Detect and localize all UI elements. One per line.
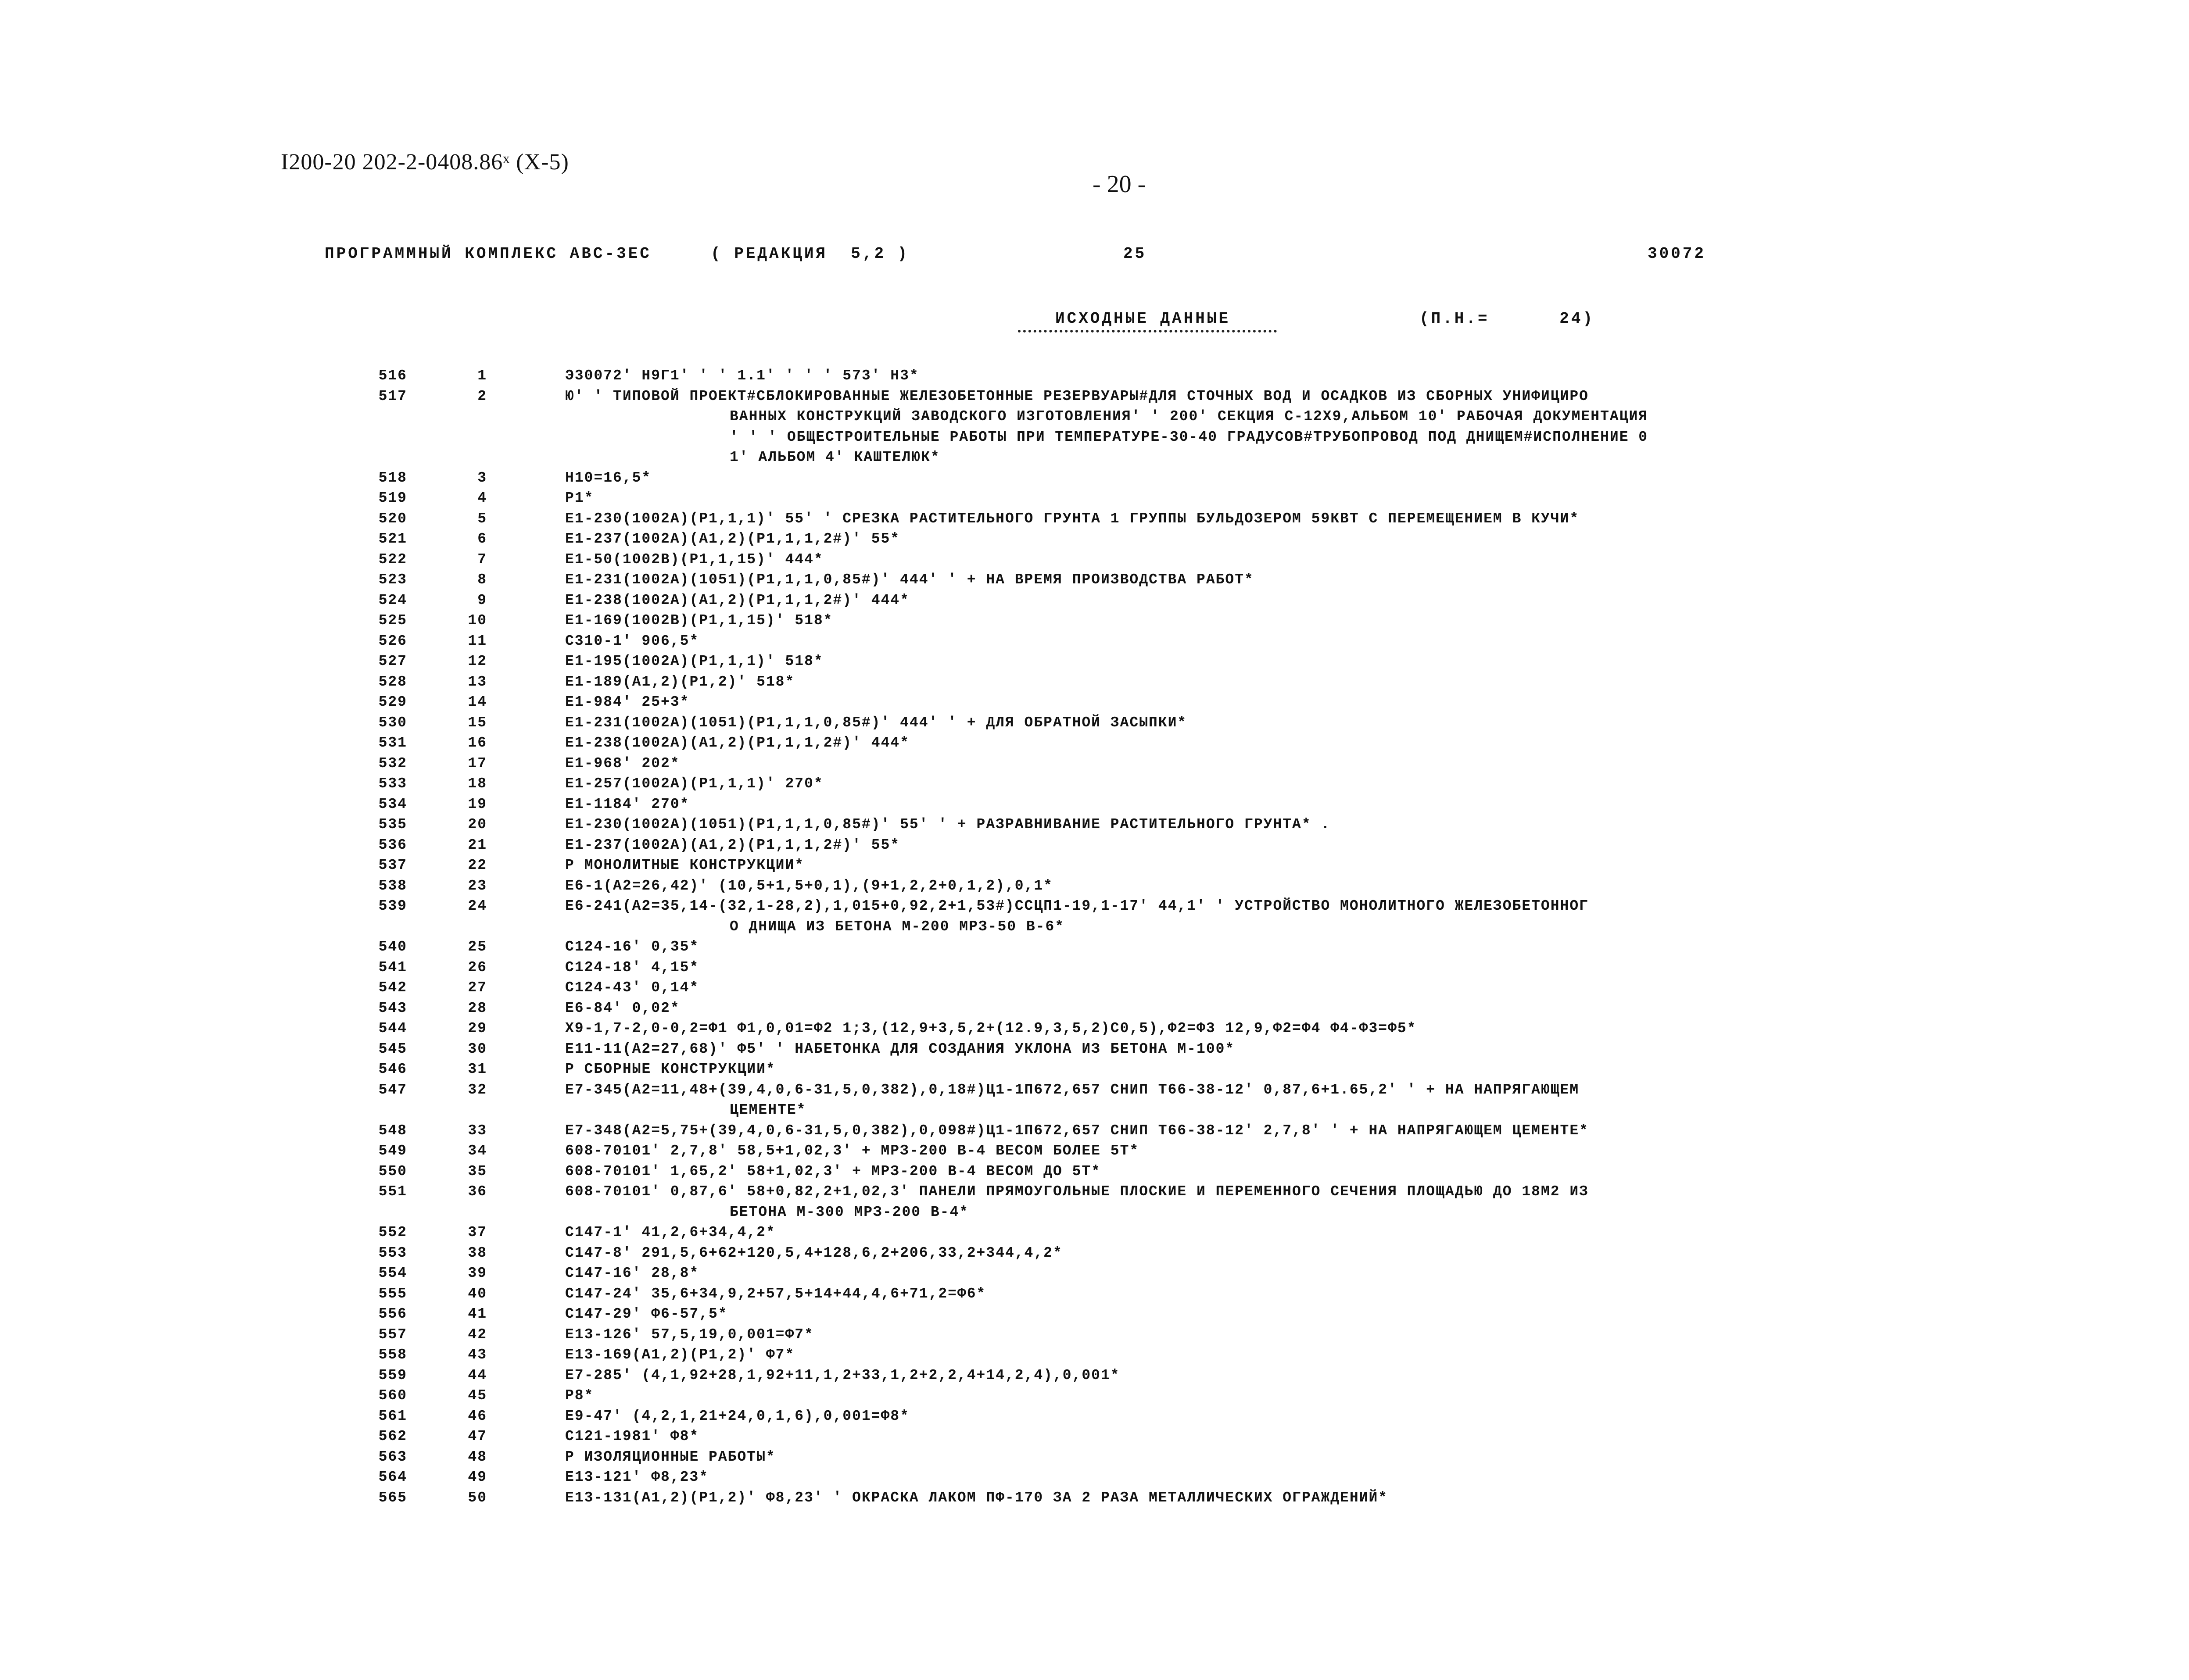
line-number: 560 [378, 1387, 407, 1404]
statement-text [565, 672, 1908, 693]
statement-text [565, 1426, 1908, 1447]
statement-text [565, 1121, 1908, 1141]
statement-text [565, 1162, 1908, 1182]
line-number: 537 [378, 857, 407, 873]
statement-text [565, 651, 1908, 672]
listing-row [0, 1182, 2189, 1222]
statement-line: Р8* [565, 1387, 594, 1404]
listing-row [0, 1243, 2189, 1264]
statement-line: Е1-237(1002А)(А1,2)(Р1,1,1,2#)' 55* [565, 836, 900, 853]
statement-number: 22 [468, 857, 487, 873]
statement-line: Е6-84' 0,02* [565, 1000, 680, 1016]
statement-number: 14 [468, 694, 487, 710]
line-number: 549 [378, 1143, 407, 1159]
line-number: 528 [378, 673, 407, 690]
statement-text [565, 590, 1908, 611]
statement-text [565, 1406, 1908, 1427]
statement-number: 35 [468, 1163, 487, 1180]
statement-text [565, 1284, 1908, 1305]
listing-row [0, 1426, 2189, 1447]
line-number: 551 [378, 1183, 407, 1200]
statement-number: 23 [468, 877, 487, 894]
line-number: 525 [378, 612, 407, 629]
listing-row [0, 733, 2189, 754]
statement-line: Е1-1184' 270* [565, 796, 690, 812]
statement-text [565, 937, 1908, 958]
statement-text [565, 570, 1908, 590]
statement-number: 5 [477, 510, 487, 527]
line-number: 539 [378, 898, 407, 914]
statement-text [565, 713, 1908, 733]
statement-text [565, 1263, 1908, 1284]
statement-text [565, 1386, 1908, 1406]
listing-row [0, 509, 2189, 529]
listing-row [0, 631, 2189, 652]
listing-row [0, 1162, 2189, 1182]
line-number: 526 [378, 633, 407, 649]
statement-text [565, 1325, 1908, 1345]
line-number: 550 [378, 1163, 407, 1180]
listing-row [0, 876, 2189, 897]
statement-number: 40 [468, 1285, 487, 1302]
line-number: 538 [378, 877, 407, 894]
statement-number: 50 [468, 1489, 487, 1506]
listing-row [0, 713, 2189, 733]
line-number: 535 [378, 816, 407, 833]
continuation-line: БЕТОНА М-300 МРЗ-200 В-4* [730, 1204, 969, 1220]
statement-text [565, 1039, 1908, 1060]
line-number: 536 [378, 836, 407, 853]
statement-line: Е7-285' (4,1,92+28,1,92+11,1,2+33,1,2+2,2,4+14,2,4),0,001* [565, 1367, 1120, 1383]
line-number: 547 [378, 1081, 407, 1098]
line-number: 548 [378, 1122, 407, 1139]
statement-line: Е1-195(1002А)(Р1,1,1)' 518* [565, 653, 824, 669]
statement-line: Е13-131(А1,2)(Р1,2)' Ф8,23' ' ОКРАСКА ЛАКОМ ПФ-170 ЗА 2 РАЗА МЕТАЛЛИЧЕСКИХ ОГРАЖДЕНИЙ* [565, 1489, 1388, 1506]
listing-row [0, 692, 2189, 713]
line-number: 531 [378, 735, 407, 751]
program-edition: ( РЕДАКЦИЯ 5,2 ) [711, 245, 910, 263]
listing-row [0, 488, 2189, 509]
line-number: 518 [378, 469, 407, 486]
line-number: 543 [378, 1000, 407, 1016]
statement-text [565, 468, 1908, 489]
statement-line: С310-1' 906,5* [565, 633, 699, 649]
statement-number: 28 [468, 1000, 487, 1016]
statement-text [565, 733, 1908, 754]
line-number: 565 [378, 1489, 407, 1506]
statement-number: 42 [468, 1326, 487, 1343]
statement-text [565, 529, 1908, 550]
statement-line: Е9-47' (4,2,1,21+24,0,1,6),0,001=Ф8* [565, 1408, 910, 1424]
project-code: 30072 [1648, 245, 1706, 263]
statement-number: 4 [477, 490, 487, 506]
statement-number: 7 [477, 551, 487, 568]
statement-line: Е1-169(1002В)(Р1,1,15)' 518* [565, 612, 833, 629]
statement-number: 10 [468, 612, 487, 629]
line-number: 540 [378, 939, 407, 955]
statement-number: 45 [468, 1387, 487, 1404]
line-number: 554 [378, 1265, 407, 1281]
line-number: 530 [378, 714, 407, 731]
statement-number: 16 [468, 735, 487, 751]
continuation-line: О ДНИЩА ИЗ БЕТОНА М-200 МРЗ-50 В-6* [730, 918, 1065, 935]
listing-row [0, 998, 2189, 1019]
listing-row [0, 958, 2189, 978]
statement-number: 19 [468, 796, 487, 812]
program-name: ПРОГРАММНЫЙ КОМПЛЕКС АВС-3ЕС [325, 245, 652, 263]
listing-row [0, 1488, 2189, 1508]
statement-line: 608-70101' 0,87,6' 58+0,82,2+1,02,3' ПАНЕЛИ ПРЯМОУГОЛЬНЫЕ ПЛОСКИЕ И ПЕРЕМЕННОГО СЕЧЕНИЯ ПЛОЩАДЬЮ ДО 18М2 ИЗ [565, 1183, 1589, 1200]
statement-line: С124-16' 0,35* [565, 939, 699, 955]
statement-line: Е1-189(А1,2)(Р1,2)' 518* [565, 673, 795, 690]
statement-number: 15 [468, 714, 487, 731]
statement-line: Е13-126' 57,5,19,0,001=Ф7* [565, 1326, 814, 1343]
listing-row [0, 1039, 2189, 1060]
statement-text [565, 998, 1908, 1019]
listing-row [0, 754, 2189, 774]
section-param: (П.Н.= 24) [1419, 310, 1595, 328]
statement-line: С124-43' 0,14* [565, 979, 699, 996]
listing-row [0, 570, 2189, 590]
statement-line: Е1-257(1002А)(Р1,1,1)' 270* [565, 776, 824, 792]
statement-text [565, 1080, 1908, 1121]
statement-number: 48 [468, 1448, 487, 1465]
listing-row [0, 1345, 2189, 1365]
listing-row [0, 386, 2189, 468]
statement-line: Р1* [565, 490, 594, 506]
statement-text [565, 1243, 1908, 1264]
statement-line: С121-1981' Ф8* [565, 1428, 699, 1444]
statement-text [565, 1019, 1908, 1039]
statement-line: Е1-230(1002А)(Р1,1,1)' 55' ' СРЕЗКА РАСТИТЕЛЬНОГО ГРУНТА 1 ГРУППЫ БУЛЬДОЗЕРОМ 59КВТ С ПЕРЕМЕЩЕНИЕМ В КУЧИ* [565, 510, 1580, 527]
statement-text [565, 386, 1908, 468]
line-number: 529 [378, 694, 407, 710]
statement-line: Е11-11(А2=27,68)' Ф5' ' НАБЕТОНКА ДЛЯ СОЗДАНИЯ УКЛОНА ИЗ БЕТОНА М-100* [565, 1040, 1235, 1057]
statement-number: 31 [468, 1061, 487, 1077]
statement-line: Р ИЗОЛЯЦИОННЫЕ РАБОТЫ* [565, 1448, 776, 1465]
statement-line: Р СБОРНЫЕ КОНСТРУКЦИИ* [565, 1061, 776, 1077]
statement-text [565, 366, 1908, 386]
listing-row [0, 611, 2189, 631]
statement-text [565, 855, 1908, 876]
listing-row [0, 794, 2189, 815]
line-number: 533 [378, 776, 407, 792]
statement-line: Е13-169(А1,2)(Р1,2)' Ф7* [565, 1347, 795, 1363]
line-number: 555 [378, 1285, 407, 1302]
listing-row [0, 1325, 2189, 1345]
listing-row [0, 1365, 2189, 1386]
statement-text [565, 1488, 1908, 1508]
statement-text [565, 509, 1908, 529]
statement-text [565, 1059, 1908, 1080]
statement-line: Э30072' Н9Г1' ' ' 1.1' ' ' ' 573' Н3* [565, 368, 919, 384]
line-number: 559 [378, 1367, 407, 1383]
statement-line: Е1-230(1002А)(1051)(Р1,1,1,0,85#)' 55' ' + РАЗРАВНИВАНИЕ РАСТИТЕЛЬНОГО ГРУНТА* . [565, 816, 1331, 833]
statement-text [565, 1467, 1908, 1488]
statement-line: Е1-238(1002А)(А1,2)(Р1,1,1,2#)' 444* [565, 592, 910, 608]
line-number: 545 [378, 1040, 407, 1057]
title-underline [1018, 330, 1277, 332]
statement-text [565, 958, 1908, 978]
line-number: 516 [378, 368, 407, 384]
line-number: 519 [378, 490, 407, 506]
statement-number: 18 [468, 776, 487, 792]
continuation-line: ' ' ' ОБЩЕСТРОИТЕЛЬНЫЕ РАБОТЫ ПРИ ТЕМПЕРАТУРЕ-30-40 ГРАДУСОВ#ТРУБОПРОВОД ПОД ДНИЩЕМ#ИСПОЛНЕНИЕ 0 [730, 429, 1648, 445]
listing-row [0, 468, 2189, 489]
statement-number: 33 [468, 1122, 487, 1139]
listing-row [0, 1059, 2189, 1080]
statement-line: Х9-1,7-2,0-0,2=Ф1 Ф1,0,01=Ф2 1;3,(12,9+3,5,2+(12.9,3,5,2)С0,5),Ф2=Ф3 12,9,Ф2=Ф4 Ф4-Ф3=Ф5* [565, 1020, 1417, 1037]
listing-row [0, 1222, 2189, 1243]
listing-row [0, 937, 2189, 958]
statement-text [565, 815, 1908, 835]
line-number: 561 [378, 1408, 407, 1424]
statement-number: 11 [468, 633, 487, 649]
line-number: 557 [378, 1326, 407, 1343]
listing-row [0, 1467, 2189, 1488]
statement-text [565, 611, 1908, 631]
statement-line: Е1-968' 202* [565, 755, 680, 772]
statement-number: 24 [468, 898, 487, 914]
listing-row [0, 672, 2189, 693]
statement-number: 36 [468, 1183, 487, 1200]
listing-row [0, 896, 2189, 937]
statement-number: 41 [468, 1306, 487, 1322]
statement-number: 20 [468, 816, 487, 833]
statement-text [565, 631, 1908, 652]
statement-number: 1 [477, 368, 487, 384]
statement-number: 49 [468, 1469, 487, 1485]
statement-number: 6 [477, 531, 487, 547]
statement-text [565, 1345, 1908, 1365]
statement-number: 9 [477, 592, 487, 608]
line-number: 563 [378, 1448, 407, 1465]
listing-row [0, 1141, 2189, 1162]
listing-row [0, 835, 2189, 856]
statement-line: Е7-348(А2=5,75+(39,4,0,6-31,5,0,382),0,098#)Ц1-1П672,657 СНИП Т66-38-12' 2,7,8' ' + НА НАПРЯГАЮЩЕМ ЦЕМЕНТЕ* [565, 1122, 1589, 1139]
continuation-line: ВАННЫХ КОНСТРУКЦИЙ ЗАВОДСКОГО ИЗГОТОВЛЕНИЯ' ' 200' СЕКЦИЯ С-12Х9,АЛЬБОМ 10' РАБОЧАЯ ДОКУМЕНТАЦИЯ [730, 408, 1648, 425]
statement-number: 38 [468, 1244, 487, 1261]
statement-number: 25 [468, 939, 487, 955]
statement-text [565, 835, 1908, 856]
statement-text [565, 1182, 1908, 1222]
listing-row [0, 1284, 2189, 1305]
section-title: ИСХОДНЫЕ ДАННЫЕ [1055, 310, 1231, 328]
statement-text [565, 794, 1908, 815]
statement-line: С147-1' 41,2,6+34,4,2* [565, 1224, 776, 1240]
statement-number: 47 [468, 1428, 487, 1444]
statement-line: Р МОНОЛИТНЫЕ КОНСТРУКЦИИ* [565, 857, 805, 873]
statement-line: С147-29' Ф6-57,5* [565, 1306, 728, 1322]
statement-text [565, 1447, 1908, 1468]
data-listing [0, 366, 2189, 1508]
statement-line: С124-18' 4,15* [565, 959, 699, 976]
line-number: 521 [378, 531, 407, 547]
listing-row [0, 1447, 2189, 1468]
statement-number: 8 [477, 572, 487, 588]
document-code: I200-20 202-2-0408.86ˣ (Х-5) [281, 150, 569, 175]
statement-number: 26 [468, 959, 487, 976]
statement-number: 46 [468, 1408, 487, 1424]
statement-line: Ю' ' ТИПОВОЙ ПРОЕКТ#СБЛОКИРОВАННЫЕ ЖЕЛЕЗОБЕТОННЫЕ РЕЗЕРВУАРЫ#ДЛЯ СТОЧНЫХ ВОД И ОСАДКОВ ИЗ СБОРНЫХ УНИФИЦИРО [565, 388, 1589, 404]
listing-row [0, 774, 2189, 794]
listing-row [0, 1406, 2189, 1427]
statement-text [565, 754, 1908, 774]
line-number: 564 [378, 1469, 407, 1485]
statement-text [565, 1141, 1908, 1162]
line-number: 552 [378, 1224, 407, 1240]
line-number: 546 [378, 1061, 407, 1077]
line-number: 532 [378, 755, 407, 772]
listing-row [0, 550, 2189, 570]
listing-row [0, 1121, 2189, 1141]
statement-line: Е1-231(1002А)(1051)(Р1,1,1,0,85#)' 444' ' + ДЛЯ ОБРАТНОЙ ЗАСЫПКИ* [565, 714, 1187, 731]
statement-line: Е1-237(1002А)(А1,2)(Р1,1,1,2#)' 55* [565, 531, 900, 547]
listing-row [0, 651, 2189, 672]
statement-line: С147-24' 35,6+34,9,2+57,5+14+44,4,6+71,2=Ф6* [565, 1285, 986, 1302]
line-number: 541 [378, 959, 407, 976]
statement-line: С147-16' 28,8* [565, 1265, 699, 1281]
statement-line: Е1-238(1002А)(А1,2)(Р1,1,1,2#)' 444* [565, 735, 910, 751]
statement-number: 2 [477, 388, 487, 404]
statement-text [565, 1304, 1908, 1325]
continuation-line: ЦЕМЕНТЕ* [730, 1102, 806, 1118]
line-number: 544 [378, 1020, 407, 1037]
statement-number: 32 [468, 1081, 487, 1098]
listing-row [0, 1386, 2189, 1406]
statement-number: 3 [477, 469, 487, 486]
listing-row [0, 978, 2189, 998]
statement-line: Е6-1(А2=26,42)' (10,5+1,5+0,1),(9+1,2,2+0,1,2),0,1* [565, 877, 1053, 894]
statement-number: 43 [468, 1347, 487, 1363]
statement-line: Е1-50(1002В)(Р1,1,15)' 444* [565, 551, 824, 568]
statement-number: 13 [468, 673, 487, 690]
sheet-number: 25 [1123, 245, 1147, 263]
line-number: 523 [378, 572, 407, 588]
statement-text [565, 876, 1908, 897]
line-number: 520 [378, 510, 407, 527]
listing-row [0, 1263, 2189, 1284]
line-number: 556 [378, 1306, 407, 1322]
statement-number: 12 [468, 653, 487, 669]
statement-line: Е6-241(А2=35,14-(32,1-28,2),1,015+0,92,2+1,53#)ССЦП1-19,1-17' 44,1' ' УСТРОЙСТВО МОНОЛИТНОГО ЖЕЛЕЗОБЕТОННОГ [565, 898, 1589, 914]
listing-row [0, 366, 2189, 386]
statement-number: 27 [468, 979, 487, 996]
listing-row [0, 1304, 2189, 1325]
statement-number: 29 [468, 1020, 487, 1037]
statement-text [565, 1365, 1908, 1386]
statement-line: 608-70101' 2,7,8' 58,5+1,02,3' + МРЗ-200 В-4 ВЕСОМ БОЛЕЕ 5Т* [565, 1143, 1139, 1159]
statement-text [565, 978, 1908, 998]
statement-line: Е13-121' Ф8,23* [565, 1469, 709, 1485]
statement-text [565, 550, 1908, 570]
statement-text [565, 488, 1908, 509]
line-number: 542 [378, 979, 407, 996]
listing-row [0, 855, 2189, 876]
statement-number: 37 [468, 1224, 487, 1240]
statement-number: 39 [468, 1265, 487, 1281]
statement-line: Е1-984' 25+3* [565, 694, 690, 710]
listing-row [0, 815, 2189, 835]
listing-row [0, 1080, 2189, 1121]
listing-row [0, 1019, 2189, 1039]
statement-text [565, 1222, 1908, 1243]
continuation-line: 1' АЛЬБОМ 4' КАШТЕЛЮК* [730, 449, 940, 465]
statement-text [565, 896, 1908, 937]
listing-row [0, 590, 2189, 611]
line-number: 558 [378, 1347, 407, 1363]
line-number: 562 [378, 1428, 407, 1444]
statement-number: 44 [468, 1367, 487, 1383]
statement-line: Е1-231(1002А)(1051)(Р1,1,1,0,85#)' 444' ' + НА ВРЕМЯ ПРОИЗВОДСТВА РАБОТ* [565, 572, 1254, 588]
statement-text [565, 774, 1908, 794]
line-number: 527 [378, 653, 407, 669]
statement-number: 17 [468, 755, 487, 772]
page-number: - 20 - [1093, 171, 1146, 198]
line-number: 524 [378, 592, 407, 608]
line-number: 522 [378, 551, 407, 568]
line-number: 517 [378, 388, 407, 404]
line-number: 534 [378, 796, 407, 812]
statement-number: 21 [468, 836, 487, 853]
statement-text [565, 692, 1908, 713]
listing-row [0, 529, 2189, 550]
line-number: 553 [378, 1244, 407, 1261]
statement-line: Е7-345(А2=11,48+(39,4,0,6-31,5,0,382),0,18#)Ц1-1П672,657 СНИП Т66-38-12' 0,87,6+1.65,2' ' + НА НАПРЯГАЮЩЕМ [565, 1081, 1580, 1098]
statement-line: 608-70101' 1,65,2' 58+1,02,3' + МРЗ-200 В-4 ВЕСОМ ДО 5Т* [565, 1163, 1101, 1180]
statement-line: С147-8' 291,5,6+62+120,5,4+128,6,2+206,33,2+344,4,2* [565, 1244, 1063, 1261]
statement-line: Н10=16,5* [565, 469, 652, 486]
statement-number: 30 [468, 1040, 487, 1057]
statement-number: 34 [468, 1143, 487, 1159]
